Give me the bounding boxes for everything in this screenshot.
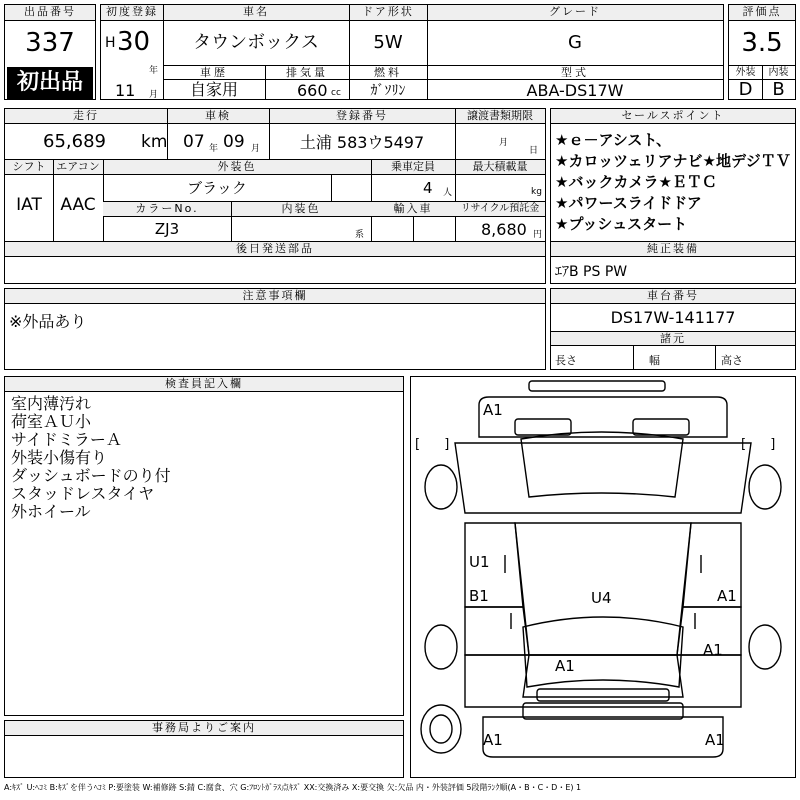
fuel-label: 燃料 [374,66,402,79]
ext-grade: D [738,80,753,100]
hood [455,443,751,513]
main-header-box [100,4,724,100]
load-unit: kg [531,187,542,197]
chassis-number: DS17W-141177 [610,308,736,327]
mark-right-back: A1 [703,641,723,659]
model-type: ABA-DS17W [526,81,624,100]
import-label: 輸入車 [371,202,455,217]
rear-bumper [483,717,723,757]
divider [455,159,456,241]
year-unit: 年 [149,66,159,76]
front-bumper-strip [529,381,665,391]
ac-label: エアコン [53,160,103,175]
year: 30 [117,27,151,57]
transfer-label: 譲渡書類期限 [455,109,545,124]
model-name: タウンボックス [193,32,319,53]
divider [715,346,716,369]
mileage-label: 走行 [5,109,167,124]
lot-number: 337 [25,28,75,58]
model-label: 車名 [163,5,349,21]
insp-year: 07 [183,132,205,152]
recycle-label: リサイクル預託金 [455,202,545,217]
insp-year-unit: 年 [209,144,219,154]
inspector-label: 検査員記入欄 [5,377,403,392]
office-label: 事務局よりご案内 [5,721,403,736]
score: 3.5 [741,28,783,58]
inspector-line: 荷室ＡＵ小 [11,412,92,431]
first-reg-label: 初度登録 [101,5,163,21]
mark-left-rear: B1 [469,587,489,605]
mark-roof: U4 [591,589,612,607]
disp-unit: cc [331,88,341,98]
door-label: ドア形状 [349,5,427,21]
windshield [521,432,683,497]
mileage: 65,689 [43,131,106,152]
sales-point: ★パワースライドドア [555,194,702,212]
score-box [728,4,796,100]
color-no-label: カラーNo. [103,202,231,217]
divider [633,346,634,369]
load-label: 最大積載量 [455,160,545,175]
front-bumper [479,397,727,437]
capacity-label: 乗車定員 [371,160,455,175]
spec-label: 諸元 [551,332,795,346]
bracket-right: [ ] [741,437,786,452]
width-label: 幅 [649,354,660,367]
int-color-unit: 系 [355,230,365,240]
mark-rear-center: A1 [555,657,575,675]
score-label: 評価点 [729,5,795,21]
int-label: 内装 [768,67,789,78]
mark-left-front-door: U1 [469,553,490,571]
sales-label: セールスポイント [551,109,795,124]
mark-right-rear: A1 [717,587,737,605]
tire-front-right [749,465,781,509]
air-conditioner: AAC [60,195,96,215]
lot-box [4,4,96,100]
month: 11 [115,81,136,100]
chassis-box [550,288,796,370]
plate-number: 土浦 583ウ5497 [299,133,425,152]
height-label: 高さ [721,354,743,367]
left-rear-door [465,607,529,655]
office-box [4,720,404,778]
notes-box [4,288,546,370]
int-color-label: 内装色 [231,202,371,217]
divider [231,201,232,241]
inspector-line: 外ホイール [11,502,91,521]
grade-label: グレード [427,5,723,21]
later-parts-label: 後日発送部品 [5,242,545,257]
inspector-line: サイドミラーＡ [11,430,122,449]
rear-roof-curve [523,617,683,687]
inspector-line: ダッシュボードのり付 [11,466,171,485]
inspector-lines [11,395,171,521]
car-diagram [410,376,796,778]
color-number: ZJ3 [154,220,180,238]
fuel: ｶﾞｿﾘﾝ [370,83,406,99]
mark-tire-rr: A1 [705,731,725,749]
notes-text: ※外品あり [9,312,87,331]
inspector-line: スタッドレスタイヤ [11,484,155,503]
color-label: 外装色 [103,160,371,175]
recycle-unit: 円 [533,230,543,240]
spare-tire [421,705,461,753]
divider [331,175,332,201]
tire-rear-left [425,625,457,669]
notes-label: 注意事項欄 [5,289,545,304]
mark-front-left: A1 [483,401,503,419]
tailgate-strip [537,689,669,701]
sales-point: ★ｅ－アシスト、 [555,131,672,149]
sales-point: ★プッシュスタート [555,215,688,233]
lot-label: 出品番号 [5,5,95,21]
ext-label: 外装 [735,67,756,78]
bracket-left: [ ] [415,437,460,452]
car-outline-svg [411,377,795,777]
inspector-line: 外装小傷有り [11,448,108,467]
sales-point: ★カロッツェリアナビ★地デジＴＶ [555,152,791,170]
rear-window [523,655,683,697]
length-label: 長さ [555,354,577,367]
type-label: 型式 [561,66,589,79]
shift: IAT [16,195,42,215]
history-label: 車歴 [200,66,228,79]
sales-point: ★バックカメラ★ＥＴＣ [555,173,717,191]
shift-label: シフト [5,160,53,175]
divider [371,159,372,241]
transfer-month: 月 [499,138,509,148]
era: H [105,35,116,51]
displacement: 660 [297,81,328,100]
disp-label: 排気量 [286,66,328,79]
exterior-color: ブラック [187,179,247,197]
mileage-unit: km [141,132,168,152]
tire-rear-right [749,625,781,669]
month-unit: 月 [149,90,159,100]
capacity-unit: 人 [443,188,453,198]
grade: G [568,32,582,53]
vehicle-info-box [4,108,546,284]
legend: A:ｷｽﾞ U:ﾍｺﾐ B:ｷｽﾞを伴うﾍｺﾐ P:要塗装 W:補修跡 S:錆 C:腐食、穴 G:ﾌﾛﾝﾄｶﾞﾗｽ点ｷｽﾞ XX:交換済み X:要交換 欠:欠品 内・外装評価 5段階ﾗﾝｸ順(A・B・C・D・E) 1 [4,783,582,792]
equipment: ｴｱB PS PW [555,264,628,280]
sales-box [550,108,796,284]
equipment-label: 純正装備 [551,242,795,257]
transfer-day: 日 [529,146,539,156]
inspector-line: 室内薄汚れ [11,394,92,413]
mark-tire-rl: A1 [483,731,503,749]
plate-label: 登録番号 [269,109,455,124]
inspection-label: 車検 [167,109,269,124]
capacity: 4 [423,179,433,197]
rear-body [465,655,741,707]
divider [455,109,456,159]
door-type: 5W [373,32,403,53]
insp-month: 09 [223,132,245,152]
chassis-label: 車台番号 [551,289,795,304]
int-grade: B [772,80,785,100]
recycle-fee: 8,680 [481,220,527,239]
divider [413,217,414,241]
first-listing-text: 初出品 [16,70,83,95]
tire-front-left [425,465,457,509]
inspector-box [4,376,404,716]
history: 自家用 [189,80,238,99]
insp-month-unit: 月 [251,144,261,154]
